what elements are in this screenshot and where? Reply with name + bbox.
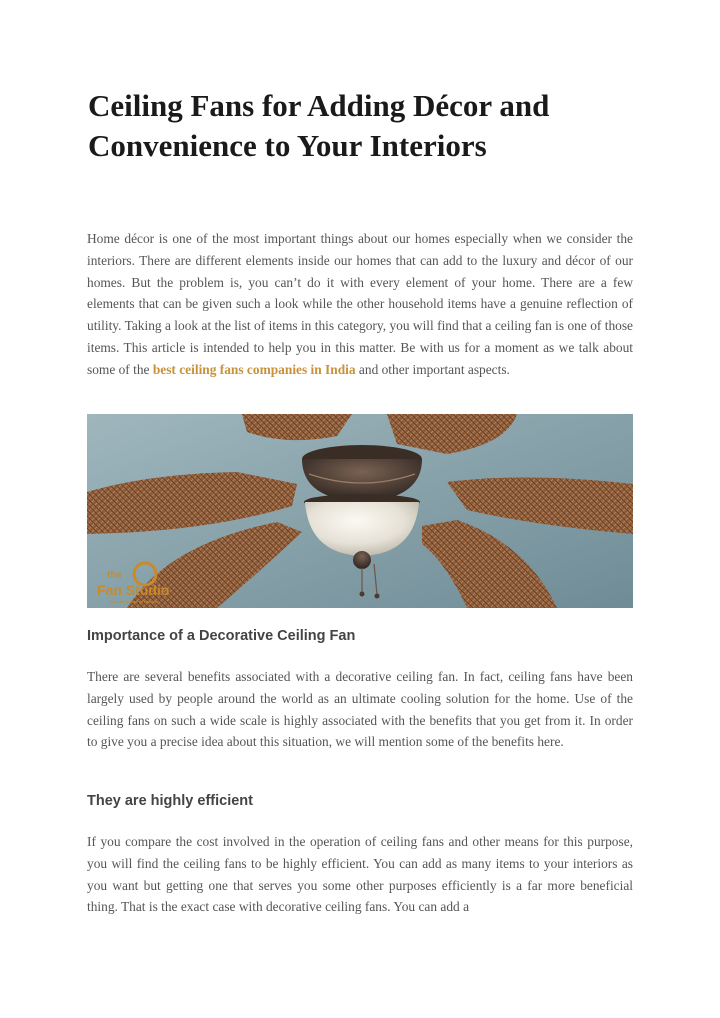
logo-the: the xyxy=(107,570,122,581)
ceiling-fan-illustration xyxy=(87,414,633,608)
section-heading-importance: Importance of a Decorative Ceiling Fan xyxy=(87,628,356,644)
finial xyxy=(353,551,371,569)
logo-name: Fan Studio xyxy=(97,582,170,598)
companies-link[interactable]: best ceiling fans companies in India xyxy=(152,361,356,377)
section-heading-efficient: They are highly efficient xyxy=(87,793,253,809)
logo-tagline: from the house of Havells xyxy=(109,599,158,604)
intro-text-after-link: and other important aspects. xyxy=(355,361,510,377)
article-title: Ceiling Fans for Adding Décor and Convenience to Your Interiors xyxy=(88,88,550,163)
intro-text-before-link: Home décor is one of the most important things about our homes especially when we consider the interiors. There are different elements inside our homes that can add to the luxury and décor of our homes. But the problem is, you can’t do it with every element of your home. There are a few elements that can be given such a look while the other household items have a genuine reflection of utility. Taking a look at the list of items in this category, you will find that a ceiling fan is one of those items. This article is intended to help you in this matter. Be with us for a moment as we talk about some of the xyxy=(87,231,633,377)
section-importance-body: There are several benefits associated with a decorative ceiling fan. In fact, ceiling fans have been largely used by people around the world as an ultimate cooling solution for the home. Use of the ceiling fans on such a wide scale is highly associated with the benefits that you get from it. In order to give you a precise idea about this situation, we will mention some of the benefits here. xyxy=(87,669,633,750)
intro-paragraph xyxy=(87,228,633,381)
ceiling-fan-image xyxy=(87,414,633,608)
section-efficient-body: If you compare the cost involved in the operation of ceiling fans and other means for this purpose, you will find the ceiling fans to be highly efficient. You can add as many items to your interiors as you want but getting one that serves you some other purposes efficiently is a far more beneficial thing. That is the exact case with decorative ceiling fans. You can add a xyxy=(87,834,633,915)
